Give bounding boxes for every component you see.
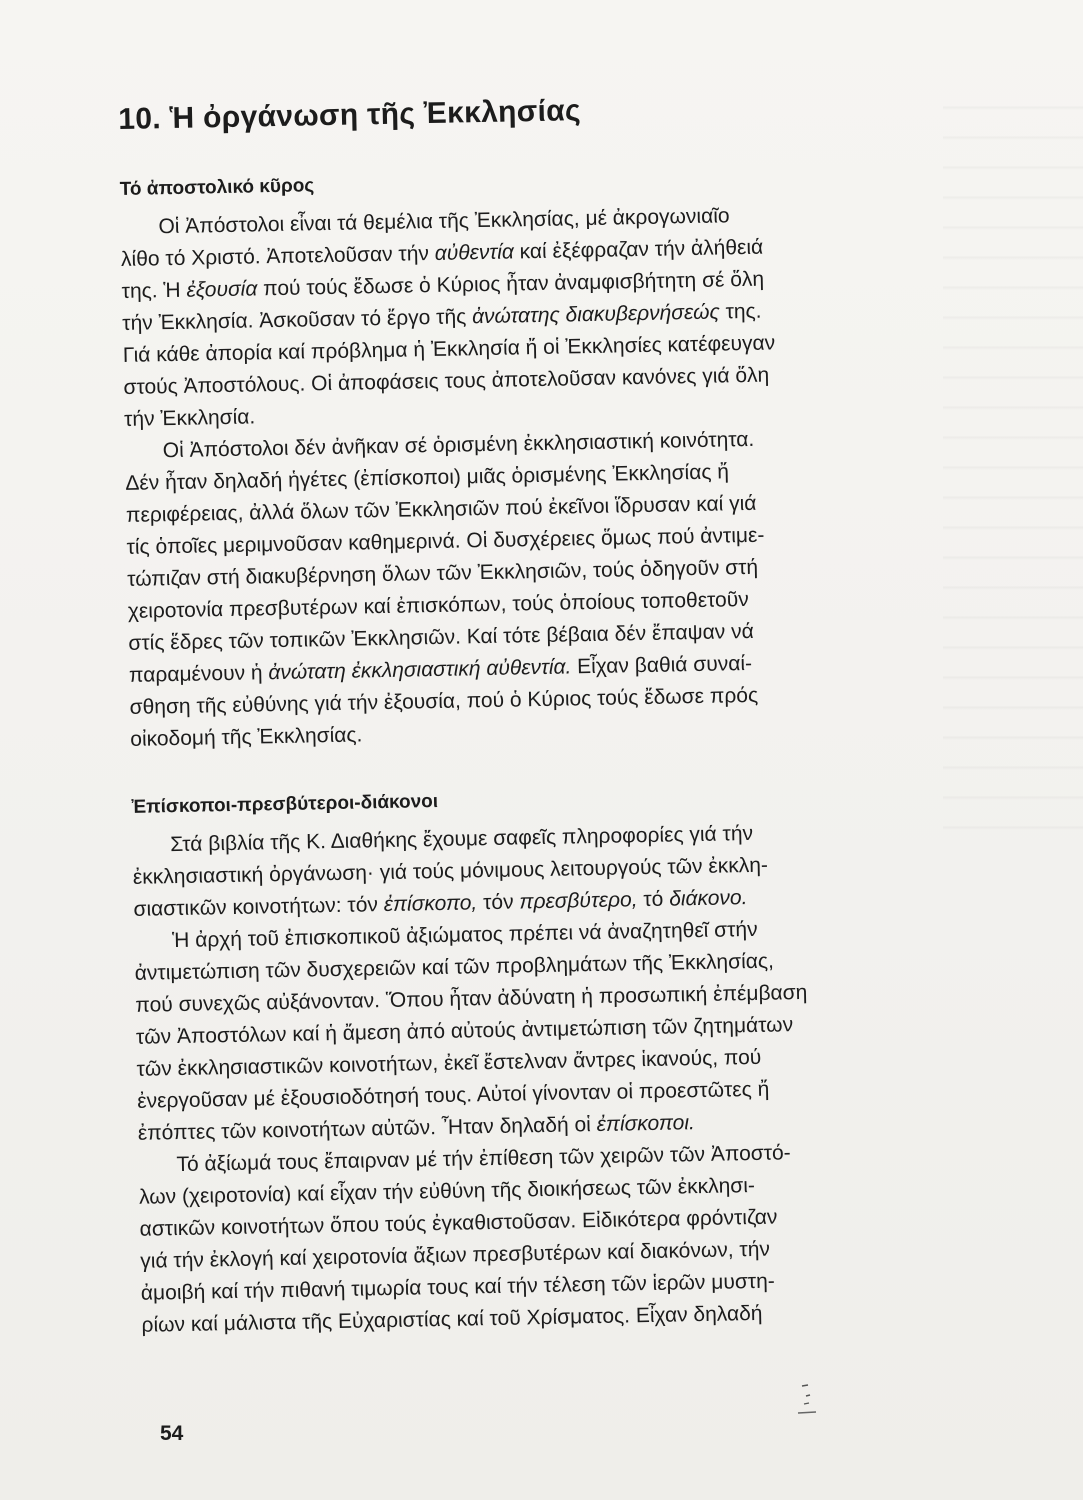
italic-text: ἀνώτατης διακυβερνήσεώς [471,300,720,329]
text-run: τῶν ἐκκλησιαστικῶν κοινοτήτων, ἐκεῖ ἔστελναν ἄντρες ἱκανούς, πού [136,1045,762,1081]
text-run: στίς ἕδρες τῶν τοπικῶν Ἐκκλησιῶν. Καί τότε βέβαια δέν ἔπαψαν νά [128,619,754,655]
text-run: χειροτονία πρεσβυτέρων καί ἐπισκόπων, τούς ὁποίους τοποθετοῦν [127,587,749,623]
text-run: λων (χειροτονία) καί εἶχαν τήν εὐθύνη τῆς διοικήσεως τῶν ἐκκλησι- [138,1173,756,1209]
text-run: καί ἐξέφραζαν τήν ἀλήθειά [513,235,764,264]
sections-container [119,159,1003,1341]
text-run: λίθο τό Χριστό. Ἀποτελοῦσαν τήν [120,241,435,271]
text-run: ρίων καί μάλιστα τῆς Εὐχαριστίας καί τοῦ Χρίσματος. Εἶχαν δηλαδή [141,1301,763,1337]
text-run: της. [719,299,762,324]
text-run: στούς Ἀποστόλους. Οἱ ἀποφάσεις τους ἀποτελοῦσαν κανόνες γιά ὅλη [123,363,770,399]
paragraph [132,813,996,926]
paragraph [120,195,986,436]
text-run: της. Ἡ [121,278,187,303]
paragraph [124,419,992,755]
page-number: 54 [160,1422,184,1445]
italic-text: διάκονο. [668,886,748,911]
text-run: σιαστικῶν κοινοτήτων: τόν [133,893,384,921]
text-run: γιά τήν ἐκλογή καί χειροτονία ἄξιων πρεσβυτέρων καί διακόνων, τήν [140,1237,771,1273]
italic-text: αὐθεντία [434,240,515,265]
ink-smudge-mark [796,1382,820,1416]
text-run: ἐκκλησιαστική ὀργάνωση· γιά τούς μόνιμους λειτουργούς τῶν ἐκκλη- [132,853,769,889]
text-run: ἀντιμετώπιση τῶν δυσχερειῶν καί τῶν προβλημάτων τῆς Ἐκκλησίας, [134,949,775,985]
italic-text: ἀνώτατη ἐκκλησιαστική αὐθεντία. [268,655,572,685]
italic-text: ἐπίσκοποι. [596,1111,696,1136]
italic-text: ἐπίσκοπο, [383,891,478,917]
text-column [118,83,1004,1341]
text-run: πού συνεχῶς αὐξάνονταν. Ὅπου ἦταν ἀδύνατη ἡ προσωπική ἐπέμβαση [135,980,808,1017]
text-run: τίς ὁποῖες μεριμνοῦσαν καθημερινά. Οἱ δυσχέρειες ὅμως πού ἀντιμε- [126,523,765,559]
text-run: πού τούς ἔδωσε ὁ Κύριος ἦταν ἀναμφισβήτητη σέ ὅλη [257,267,765,301]
text-run: Ἡ ἀρχή τοῦ ἐπισκοπικοῦ ἀξιώματος πρέπει νά ἀναζητηθεῖ στήν [171,917,758,953]
text-run: σθηση τῆς εὐθύνης γιά τήν ἐξουσία, πού ὁ Κύριος τούς ἔδωσε πρός [129,683,759,719]
text-run: Οἱ Ἀπόστολοι εἶναι τά θεμέλια τῆς Ἐκκλησίας, μέ ἀκρογωνιαῖο [158,204,730,239]
text-run: τήν Ἐκκλησία. [123,405,256,431]
text-run: τόν [477,890,520,915]
text-run: περιφέρειας, ἀλλά ὅλων τῶν Ἐκκλησιῶν πού ἐκεῖνοι ἵδρυσαν καί γιά [125,491,757,527]
text-run: Τό ἀξίωμά τους ἔπαιρναν μέ τήν ἐπίθεση τῶν χειρῶν τῶν Ἀποστό- [176,1141,791,1177]
text-run: τήν Ἐκκλησία. Ἀσκοῦσαν τό ἔργο τῆς [122,305,473,335]
text-run: τῶν Ἀποστόλων καί ἡ ἄμεση ἀπό αὐτούς ἀντιμετώπιση τῶν ζητημάτων [135,1013,794,1049]
text-run: ἀμοιβή καί τήν πιθανή τιμωρία τους καί τήν τέλεση τῶν ἱερῶν μυστη- [140,1269,775,1305]
text-run: τώπιζαν στή διακυβέρνηση ὅλων τῶν Ἐκκλησιῶν, τούς ὁδηγοῦν στή [126,555,759,591]
text-run: Οἱ Ἀπόστολοι δέν ἀνῆκαν σέ ὁρισμένη ἐκκλησιαστική κοινότητα. [162,427,755,463]
chapter-title: 10. Ἡ ὀργάνωση τῆς Ἐκκλησίας [118,94,582,136]
text-run: τό [637,887,670,912]
text-run: Γιά κάθε ἀπορία καί πρόβλημα ἡ Ἐκκλησία ἤ οἱ Ἐκκλησίες κατέφευγαν [122,331,776,367]
paragraph [138,1133,1004,1342]
text-run: Στά βιβλία τῆς Κ. Διαθήκης ἔχουμε σαφεῖς πληροφορίες γιά τήν [170,821,754,857]
italic-text: ἐξουσία [186,277,258,302]
italic-text: πρεσβύτερο, [519,888,638,914]
text-run: οἰκοδομή τῆς Ἐκκλησίας. [130,723,363,751]
text-run: ἐνεργοῦσαν μέ ἐξουσιοδότησή τους. Αὐτοί γίνονταν οἱ προεστῶτες ἤ [137,1077,770,1113]
text-run: αστικῶν κοινοτήτων ὅπου τούς ἐγκαθιστοῦσαν. Εἰδικότερα φρόντιζαν [139,1205,778,1241]
text-run: Εἶχαν βαθιά συναί- [571,651,753,679]
section-heading: Τό ἀποστολικό κῦρος [119,175,315,200]
text-run: Δέν ἦταν δηλαδή ἡγέτες (ἐπίσκοποι) μιᾶς ὁρισμένης Ἐκκλησίας ἤ [125,460,730,495]
paragraph [134,909,1000,1150]
text-run: ἐπόπτες τῶν κοινοτήτων αὐτῶν. Ἦταν δηλαδή οἱ [137,1113,597,1145]
section-heading: Ἐπίσκοποι-πρεσβύτεροι-διάκονοι [131,790,439,818]
text-run: παραμένουν ἡ [128,661,269,687]
